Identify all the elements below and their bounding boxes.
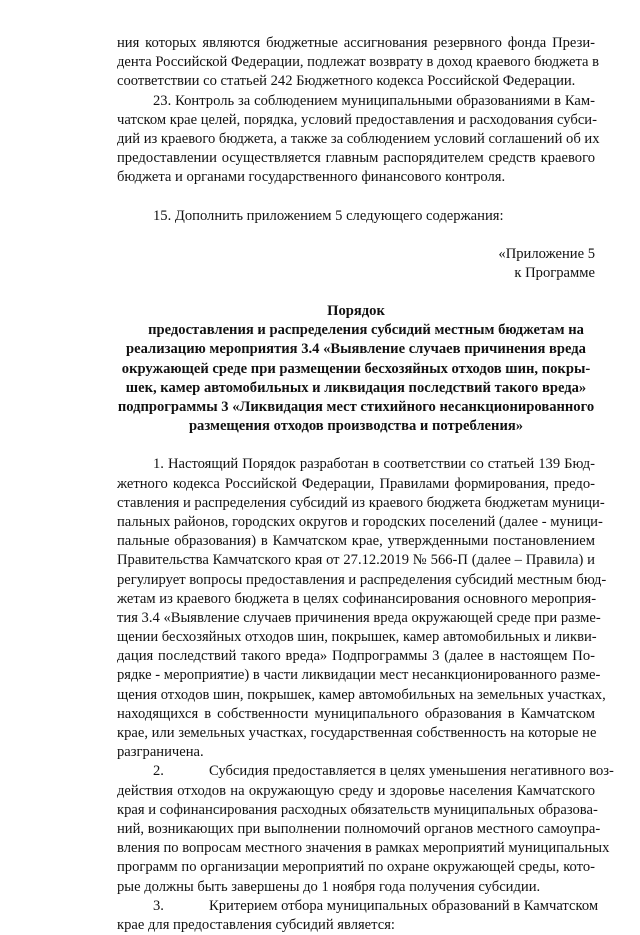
text-line: крае, или земельных участках, государственная собственность на которые не	[117, 725, 597, 741]
text-line: находящихся в собственности муниципального образования в Камчатском	[117, 705, 595, 722]
text-line: дация последствий такого вреда» Подпрограммы 3 (далее в настоящем По-	[117, 648, 595, 665]
heading-line: предоставления и распределения субсидий местным бюджетам на	[148, 322, 584, 339]
text-line: вления по вопросам местного значения в рамках мероприятий муниципальных	[117, 840, 610, 857]
text-line: чатском крае целей, порядка, условий предоставления и расходования субси-	[117, 111, 597, 128]
item-2	[117, 762, 614, 896]
heading-line: реализацию мероприятия 3.4 «Выявление случаев причинения вреда	[126, 341, 586, 358]
heading-line: подпрограммы 3 «Ликвидация мест стихийного несанкционированного	[117, 399, 595, 415]
intro-paragraph	[117, 34, 600, 92]
text-line: разграничена.	[117, 744, 204, 761]
text-line: пальные образования) в Камчатском крае, утвержденными постановлением	[117, 533, 595, 550]
text-line: жетам из краевого бюджета в целях софинансирования основного мероприя-	[117, 590, 597, 607]
text-line: ний, возникающих при выполнении полномочий органов местного самоупра-	[117, 820, 601, 837]
text-line: 23. Контроль за соблюдением муниципальными образованиями в Кам-	[153, 92, 595, 109]
paragraph-15	[117, 207, 595, 226]
text-line: Критерием отбора муниципальных образований в Камчатском	[209, 897, 599, 914]
text-line: щении бесхозяйных отходов шин, покрышек, камер автомобильных и ликви-	[117, 629, 597, 646]
text-line: 1. Настоящий Порядок разработан в соответствии со статьей 139 Бюд-	[153, 456, 595, 473]
text-line: края и софинансирования расходных обязательств муниципальных образова-	[117, 801, 598, 818]
appendix-reference	[117, 245, 595, 283]
text-line: бюджета и органами государственного финансового контроля.	[117, 169, 506, 186]
heading-line: шек, камер автомобильных и ликвидация последствий такого вреда»	[125, 379, 587, 396]
document-heading	[117, 302, 595, 436]
text-line: соответствии со статьей 242 Бюджетного кодекса Российской Федерации.	[117, 73, 576, 90]
text-line: к Программе	[514, 264, 595, 281]
text-line: рые должны быть завершены до 1 ноября года получения субсидии.	[117, 878, 541, 895]
text-line: крае для предоставления субсидий является:	[117, 916, 395, 933]
document-page	[117, 34, 614, 935]
paragraph-23	[117, 92, 600, 188]
text-line: предоставлении осуществляется главным распорядителем средств краевого	[117, 150, 595, 167]
text-line: щения отходов шин, покрышек, камер автомобильных на земельных участках,	[117, 686, 606, 703]
text-line: программ по организации мероприятий по охране окружающей среды, кото-	[117, 859, 595, 876]
item-3	[117, 897, 599, 935]
text-line: жетного кодекса Российской Федерации, Правилами формирования, предо-	[117, 475, 595, 492]
text-line: «Приложение 5	[498, 245, 595, 262]
heading-line: окружающей среде при размещении бесхозяйных отходов шин, покры-	[121, 360, 591, 377]
text-line: ния которых являются бюджетные ассигнования резервного фонда Прези-	[117, 35, 595, 51]
numbered-line	[117, 897, 599, 916]
text-line: дий из краевого бюджета, а также за соблюдением условий соглашений об их	[117, 130, 600, 147]
item-number: 3.	[153, 897, 164, 914]
text-line: действия отходов на окружающую среду и здоровье населения Камчатского	[117, 782, 595, 799]
text-line: пальных районов, городских округов и городских поселений (далее - муници-	[117, 513, 603, 530]
text-line: 15. Дополнить приложением 5 следующего содержания:	[153, 207, 504, 224]
text-line: рядке - мероприятие) в части ликвидации мест несанкционированного разме-	[117, 667, 601, 684]
text-line: ставления и распределения субсидий из краевого бюджета бюджетам муници-	[117, 494, 605, 511]
item-1	[117, 455, 607, 762]
text-line: дента Российской Федерации, подлежат возврату в доход краевого бюджета в	[117, 54, 600, 71]
heading-line: размещения отходов производства и потребления»	[188, 418, 524, 435]
text-line: тия 3.4 «Выявление случаев причинения вреда окружающей среде при разме-	[117, 609, 601, 626]
text-line: Правительства Камчатского края от 27.12.2019 № 566-П (далее – Правила) и	[117, 552, 595, 569]
text-line: регулирует вопросы предоставления и распределения субсидий местным бюд-	[117, 571, 607, 588]
text-line: Субсидия предоставляется в целях уменьшения негативного воз-	[209, 763, 614, 780]
item-number: 2.	[153, 763, 164, 780]
numbered-line	[117, 762, 614, 781]
heading-title: Порядок	[327, 303, 385, 320]
